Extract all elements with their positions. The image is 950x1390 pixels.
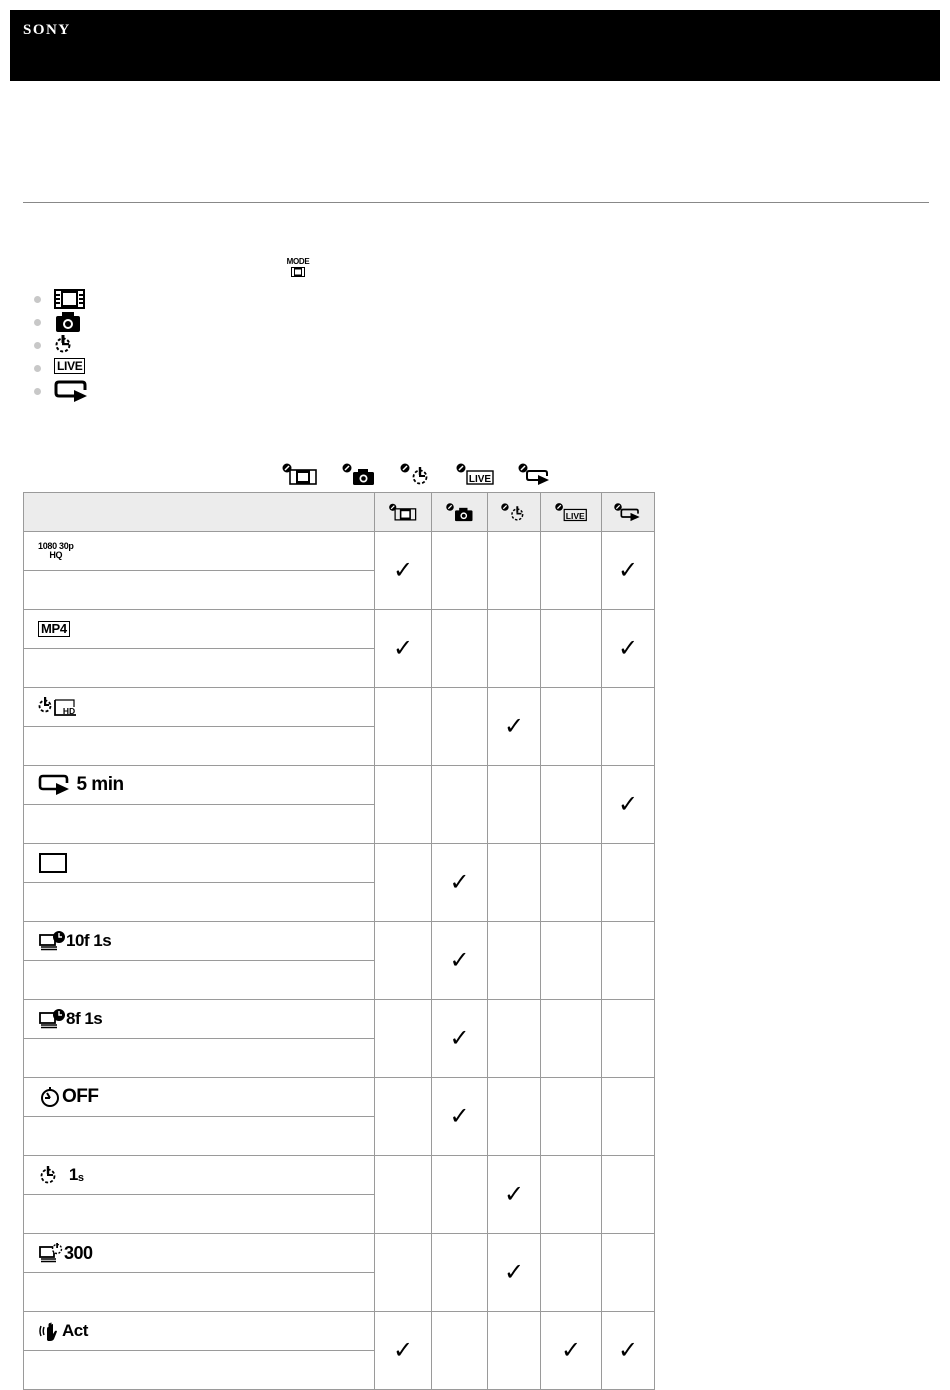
check-cell [432,766,488,844]
checkmark-icon: ✓ [392,634,414,662]
checkmark-icon: ✓ [392,1336,414,1364]
check-cell [432,922,488,1000]
header-cell-time-lapse [488,493,541,532]
setting-label-cell [24,922,375,961]
checkmark-icon: ✓ [560,1336,582,1364]
image-quality-icon [38,542,74,560]
interval-value: 8f 1s [66,1009,103,1028]
time-lapse-settings-icon [399,462,433,486]
checkmark-icon: ✓ [503,1258,525,1286]
check-cell [432,1078,488,1156]
check-cell [488,844,541,922]
checkmark-icon: ✓ [617,634,639,662]
check-cell [541,532,602,610]
check-cell [375,922,432,1000]
movie-mode-icon [54,288,86,310]
check-cell [602,610,655,688]
self-timer-icon [38,1085,62,1109]
live-settings-icon [455,462,495,486]
check-cell [602,1312,655,1390]
interval-unit: s [77,1172,84,1185]
live-settings-icon [554,501,588,523]
setting-description-cell [24,883,375,922]
setting-description-cell [24,1273,375,1312]
table-row [24,1312,655,1351]
time-lapse-settings-icon [500,501,528,523]
check-cell [488,922,541,1000]
table-row [24,610,655,649]
checkmark-icon: ✓ [503,1180,525,1208]
loop-settings-icon [517,462,553,486]
bullet [34,319,41,326]
setting-label-cell [24,1156,375,1195]
check-cell [541,766,602,844]
check-cell [602,844,655,922]
list-item [34,288,114,310]
setting-label-cell [24,1000,375,1039]
photo-settings-icon [445,501,475,523]
divider [23,202,929,203]
check-cell [541,610,602,688]
check-cell [541,1000,602,1078]
checkmark-icon: ✓ [449,1024,470,1052]
list-item [34,311,114,333]
check-cell [541,1078,602,1156]
checkmark-icon: ✓ [449,946,470,974]
checkmark-icon: ✓ [617,790,639,818]
setting-label-cell [24,688,375,727]
bullet [34,342,41,349]
movie-settings-icon [388,501,418,523]
check-cell [375,1156,432,1234]
setting-description-cell [24,1039,375,1078]
photo-settings-icon [341,462,377,486]
setting-description-cell [24,1195,375,1234]
quality-label: 1080 30p [38,540,74,551]
table-row [24,1234,655,1273]
self-timer-value: OFF [62,1086,99,1107]
svg-text:LIVE: LIVE [468,474,492,485]
check-cell [488,1312,541,1390]
table-row [24,532,655,571]
table-body [24,532,655,1390]
sony-logo: SONY [23,22,71,38]
list-item [34,357,114,379]
check-cell [432,1000,488,1078]
table-row [24,1156,655,1195]
table-row [24,766,655,805]
setting-description-cell [24,571,375,610]
check-cell [488,532,541,610]
check-cell [375,766,432,844]
check-cell [432,1234,488,1312]
setting-description-cell [24,1351,375,1390]
photo-mode-icon [54,311,84,333]
check-cell [432,1312,488,1390]
setting-label-cell [24,532,375,571]
check-cell [375,1234,432,1312]
checkmark-icon: ✓ [617,556,639,584]
setting-description-cell [24,727,375,766]
header-cell-live [541,493,602,532]
check-cell [602,1156,655,1234]
check-cell [541,1234,602,1312]
svg-text:LIVE: LIVE [565,510,585,521]
count-value: 300 [64,1242,93,1263]
bullet [34,296,41,303]
checkmark-icon: ✓ [449,1102,470,1130]
header-cell-movie [375,493,432,532]
checkmark-icon: ✓ [449,868,470,896]
table-row [24,1078,655,1117]
table-header-row [24,493,655,532]
setting-label-cell [24,766,375,805]
check-cell [375,1000,432,1078]
header-bar [10,10,940,81]
check-cell [488,766,541,844]
check-cell [432,844,488,922]
check-cell [602,1000,655,1078]
check-cell [375,844,432,922]
loop-settings-icon [613,501,643,523]
check-cell [488,688,541,766]
list-item [34,334,114,356]
header-cell-photo [432,493,488,532]
checkmark-icon: ✓ [617,1336,639,1364]
steadyshot-icon [38,1320,62,1342]
check-cell [375,1078,432,1156]
loop-time-value: 5 min [76,774,124,795]
setting-label-cell [24,610,375,649]
check-cell [602,922,655,1000]
setting-label-cell [24,844,375,883]
check-cell [432,610,488,688]
setting-description-cell [24,1117,375,1156]
interval-value: 10f 1s [66,931,112,950]
header-cell-setting [24,493,375,532]
setting-description-cell [24,961,375,1000]
check-cell [602,766,655,844]
check-cell [375,688,432,766]
mode-button-label: MODE [286,257,310,266]
checkmark-icon: ✓ [392,556,414,584]
time-lapse-interval-icon [38,1164,60,1186]
quality-sub-label: HQ [49,549,63,560]
table-row [24,922,655,961]
shooting-interval-icon [38,930,66,952]
hd-label: HD [62,706,76,716]
check-cell [375,610,432,688]
loop-recording-mode-icon [54,380,90,402]
check-cell [602,1078,655,1156]
table-row [24,688,655,727]
time-lapse-mode-icon [54,334,74,354]
table-row [24,1000,655,1039]
list-item [34,380,114,402]
check-cell [541,1156,602,1234]
check-cell [602,1234,655,1312]
bullet [34,365,41,372]
live-streaming-mode-icon: LIVE [54,358,85,374]
movie-film-icon [291,267,305,277]
loop-recording-time-icon [38,774,72,796]
check-cell [541,688,602,766]
time-lapse-image-size-icon [38,696,82,718]
check-cell [432,1156,488,1234]
check-cell [602,688,655,766]
check-cell [432,688,488,766]
check-cell [432,532,488,610]
setting-label-cell [24,1078,375,1117]
settings-table [23,492,655,1390]
header-cell-loop [602,493,655,532]
movie-settings-icon [281,462,319,486]
interval-number: 1 [68,1165,78,1184]
check-cell [488,1156,541,1234]
setting-description-cell [24,649,375,688]
setting-label-cell [24,1234,375,1273]
mode-button-icon [283,257,313,281]
check-cell [541,1312,602,1390]
check-cell [488,610,541,688]
table-row [24,844,655,883]
check-cell [488,1234,541,1312]
check-cell [375,532,432,610]
steadyshot-value: Act [62,1321,88,1340]
time-lapse-count-icon [38,1242,64,1264]
checkmark-icon: ✓ [503,712,525,740]
shooting-interval-icon [38,1008,66,1030]
setting-description-cell [24,805,375,844]
check-cell [488,1078,541,1156]
check-cell [541,844,602,922]
setting-label-cell [24,1312,375,1351]
check-cell [602,532,655,610]
check-cell [488,1000,541,1078]
recording-format-icon: MP4 [38,621,70,637]
check-cell [375,1312,432,1390]
still-image-mode-icon [38,852,68,874]
check-cell [541,922,602,1000]
bullet [34,388,41,395]
